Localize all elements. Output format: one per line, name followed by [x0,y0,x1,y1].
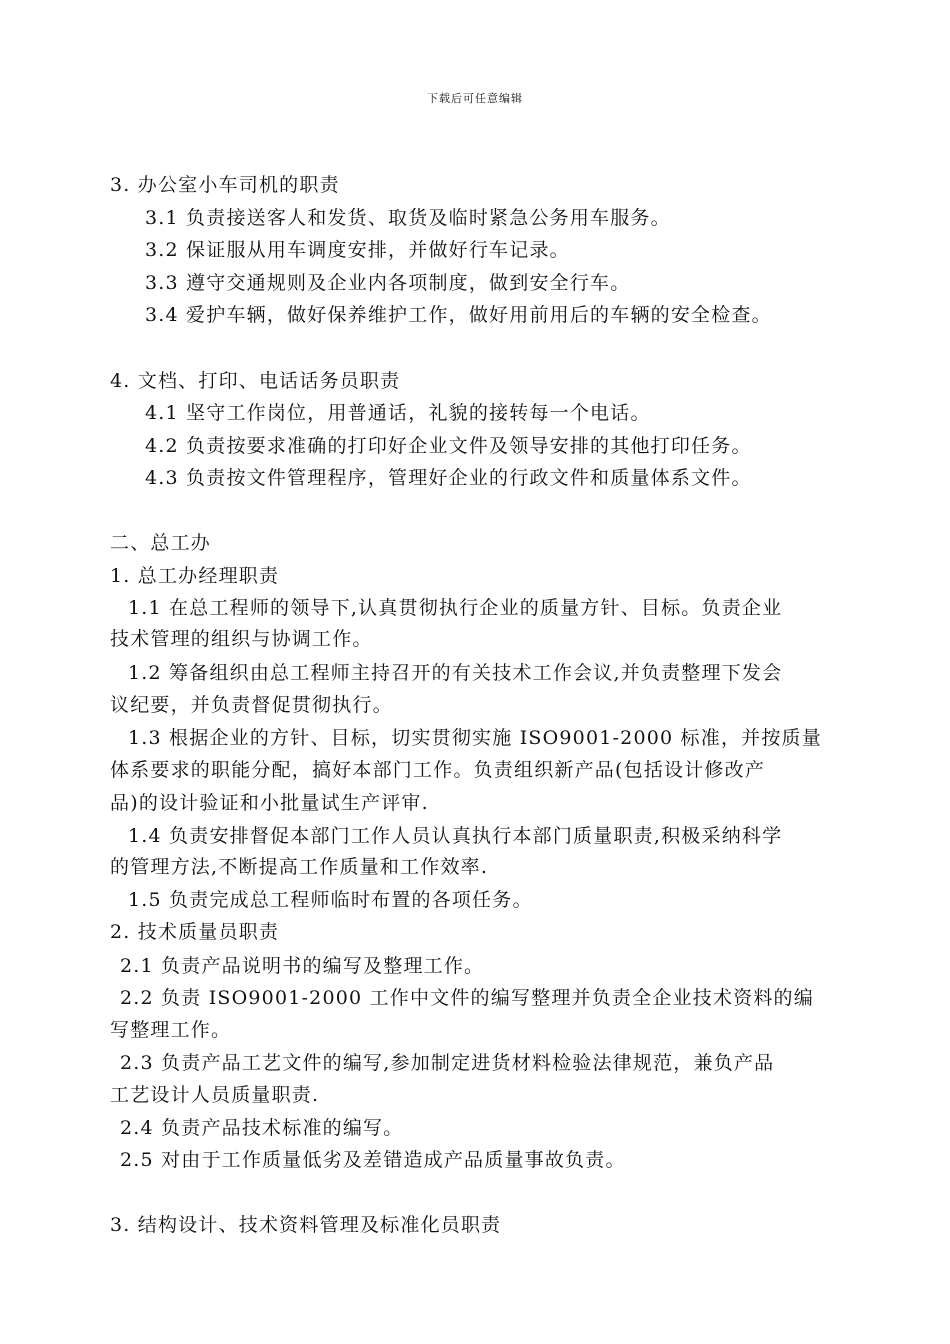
paragraph-line: 技术管理的组织与协调工作。 [110,628,373,650]
list-item: 3.4 爱护车辆，做好保养维护工作，做好用前用后的车辆的安全检查。 [145,304,772,326]
paragraph-line: 2.3 负责产品工艺文件的编写,参加制定进货材料检验法律规范，兼负产品 [120,1052,775,1074]
paragraph-line: 2.2 负责 ISO9001-2000 工作中文件的编写整理并负责全企业技术资料的编 [120,987,814,1009]
paragraph-line: 体系要求的职能分配，搞好本部门工作。负责组织新产品(包括设计修改产 [110,759,766,781]
paragraph-line: 1.1 在总工程师的领导下,认真贯彻执行企业的质量方针、目标。负责企业 [128,597,783,619]
paragraph-line: 2.5 对由于工作质量低劣及差错造成产品质量事故负责。 [120,1149,626,1171]
section-heading: 1. 总工办经理职责 [110,565,280,587]
paragraph-line: 工艺设计人员质量职责. [110,1084,320,1106]
list-item: 4.1 坚守工作岗位，用普通话，礼貌的接转每一个电话。 [145,402,651,424]
paragraph-line: 2.4 负责产品技术标准的编写。 [120,1117,404,1139]
paragraph-line: 的管理方法,不断提高工作质量和工作效率. [110,856,489,878]
section-heading: 3. 办公室小车司机的职责 [110,174,340,196]
paragraph-line: 写整理工作。 [110,1019,232,1041]
paragraph-line: 2.1 负责产品说明书的编写及整理工作。 [120,955,485,977]
section-heading: 2. 技术质量员职责 [110,921,280,943]
list-item: 3.1 负责接送客人和发货、取货及临时紧急公务用车服务。 [145,207,671,229]
paragraph-line: 1.2 筹备组织由总工程师主持召开的有关技术工作会议,并负责整理下发会 [128,662,783,684]
paragraph-line: 1.5 负责完成总工程师临时布置的各项任务。 [128,889,533,911]
chapter-heading: 二、总工办 [110,532,212,554]
list-item: 3.2 保证服从用车调度安排，并做好行车记录。 [145,239,570,261]
section-heading: 3. 结构设计、技术资料管理及标准化员职责 [110,1214,502,1236]
list-item: 3.3 遵守交通规则及企业内各项制度，做到安全行车。 [145,272,631,294]
section-heading: 4. 文档、打印、电话话务员职责 [110,370,401,392]
page-header: 下载后可任意编辑 [427,92,523,105]
list-item: 4.2 负责按要求准确的打印好企业文件及领导安排的其他打印任务。 [145,435,752,457]
paragraph-line: 品)的设计验证和小批量试生产评审. [110,792,429,814]
paragraph-line: 1.4 负责安排督促本部门工作人员认真执行本部门质量职责,积极采纳科学 [128,825,783,847]
paragraph-line: 1.3 根据企业的方针、目标，切实贯彻实施 ISO9001-2000 标准，并按质量 [128,727,822,749]
paragraph-line: 议纪要，并负责督促贯彻执行。 [110,694,393,716]
list-item: 4.3 负责按文件管理程序，管理好企业的行政文件和质量体系文件。 [145,467,752,489]
